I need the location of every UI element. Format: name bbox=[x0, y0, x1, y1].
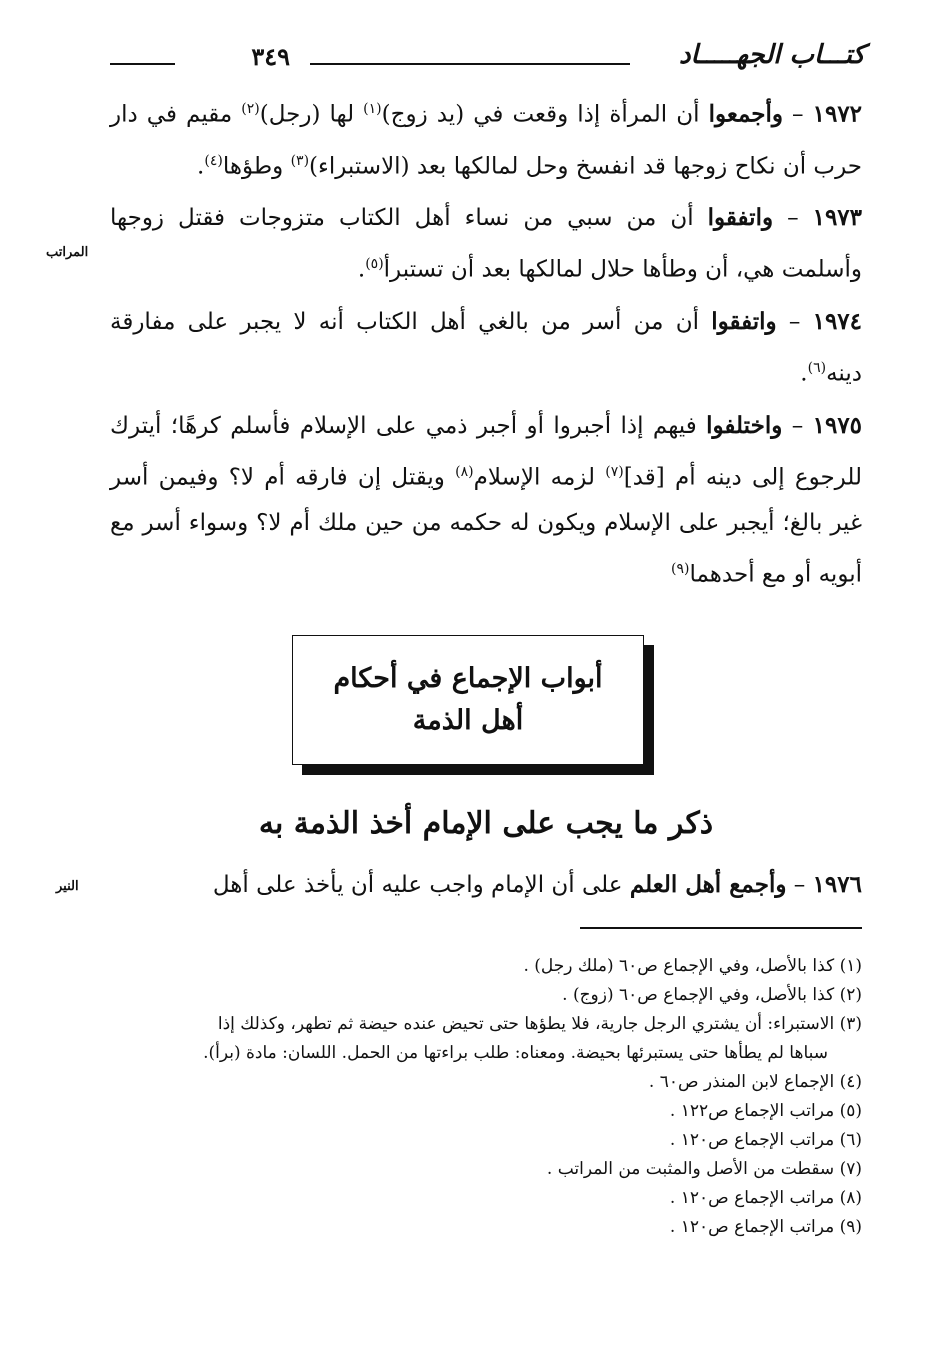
footnote-7: (٧) سقطت من الأصل والمثبت من المراتب . bbox=[546, 1159, 862, 1179]
paragraph-number: ١٩٧٢ bbox=[812, 100, 863, 128]
footnote-8: (٨) مراتب الإجماع ص١٢٠ . bbox=[669, 1188, 862, 1208]
paragraph-text: أن من أسر من بالغي أهل الكتاب أنه لا يجبر على مفارقة دينه bbox=[110, 308, 862, 387]
paragraph-1974: ١٩٧٤ – واتفقوا أن من أسر من بالغي أهل الكتاب أنه لا يجبر على مفارقة دينه$^{(٦)}$. bbox=[110, 307, 863, 387]
page-number: ٣٤٩ bbox=[251, 42, 290, 71]
footnote-separator bbox=[580, 927, 862, 929]
paragraph-keyword: واختلفوا bbox=[706, 411, 783, 439]
footnote-5: (٥) مراتب الإجماع ص١٢٢ . bbox=[669, 1101, 862, 1121]
footnote-ref[interactable]: (٥) bbox=[365, 256, 384, 273]
footnote-2: (٢) كذا بالأصل، وفي الإجماع ص٦٠ (زوج) . bbox=[562, 985, 862, 1005]
footnote-ref[interactable]: (٤) bbox=[204, 152, 223, 169]
paragraph-number: ١٩٧٥ bbox=[812, 411, 863, 439]
book-title: كتـــاب الجهـــــاد bbox=[678, 40, 865, 70]
footnote-6: (٦) مراتب الإجماع ص١٢٠ . bbox=[669, 1130, 862, 1150]
paragraph-keyword: وأجمعوا bbox=[708, 100, 783, 128]
paragraph-text: لزمه الإسلام bbox=[473, 464, 606, 491]
footnote-ref[interactable]: (١) bbox=[363, 101, 382, 117]
paragraph-1972: ١٩٧٢ – وأجمعوا أن المرأة إذا وقعت في (يد زوج)$^{(١)}$ لها (رجل)$^{(٢)}$ مقيم في دار حرب أن نكاح زوجها قد انفسخ وحل لمالكها بعد (الاستبراء)$^{(٣)}$ وطؤها$^{(٤)}$. bbox=[110, 100, 863, 180]
paragraph-text: أن المرأة إذا وقعت في (يد زوج) bbox=[381, 101, 700, 128]
margin-note-nayyir: النير bbox=[56, 879, 79, 894]
footnote-9: (٩) مراتب الإجماع ص١٢٠ . bbox=[669, 1217, 862, 1237]
main-text bbox=[110, 86, 862, 604]
footnote-3-continued: سباها لم يطأها حتى يستبرئها بحيضة. ومعناه: طلب براءتها من الحمل. اللسان: مادة (برأ). bbox=[203, 1043, 828, 1063]
footnote-ref[interactable]: (٨) bbox=[455, 463, 474, 480]
section-heading: ذكر ما يجب على الإمام أخذ الذمة به bbox=[258, 806, 714, 841]
footnote-3: (٣) الاستبراء: أن يشتري الرجل جارية، فلا يطؤها حتى تحيض عنده حيضة ثم تطهر، وكذلك إذا bbox=[217, 1014, 862, 1034]
chapter-title: أبواب الإجماع في أحكام أهل الذمة bbox=[333, 663, 603, 736]
running-header bbox=[110, 40, 865, 80]
header-rule-short bbox=[110, 63, 175, 65]
paragraph-text: لها (رجل) bbox=[259, 101, 364, 128]
header-rule-long bbox=[310, 63, 630, 65]
footnote-ref[interactable]: (٩) bbox=[671, 561, 690, 578]
paragraph-number: ١٩٧٤ bbox=[812, 307, 863, 335]
paragraph-text: مقيم في دار حرب أن نكاح زوجها قد انفسخ وحل لمالكها بعد (الاستبراء) bbox=[110, 101, 862, 180]
paragraph-1975: ١٩٧٥ – واختلفوا فيهم إذا أجبروا أو أجبر ذمي على الإسلام فأسلم كرهًا؛ أيترك للرجوع إلى دينه أم [قد]$^{(٧)}$ لزمه الإسلام$^{(٨)}$ ويقتل إن فارقه أم لا؟ وفيمن أسر غير بالغ؛ أيجبر على الإسلام ويكون له حكمه من حين ملك أم لا؟ وسواء أسر مع أبويه أو مع أحدهما$^{(٩)}$ bbox=[110, 411, 863, 588]
paragraph-number: ١٩٧٣ bbox=[812, 204, 863, 232]
paragraph-text: وطؤها bbox=[222, 153, 291, 180]
footnote-ref[interactable]: (٧) bbox=[605, 463, 624, 480]
footnote-ref[interactable]: (٦) bbox=[807, 359, 827, 376]
paragraph-keyword: واتفقوا bbox=[711, 307, 777, 335]
paragraph-1976: ١٩٧٦ – وأجمع أهل العلم على أن الإمام واجب عليه أن يأخذ على أهل bbox=[212, 871, 862, 898]
paragraph-keyword: وأجمع أهل العلم bbox=[629, 871, 787, 898]
footnote-ref[interactable]: (٣) bbox=[290, 152, 310, 169]
paragraph-text: ويقتل إن فارقه أم لا؟ وفيمن أسر غير بالغ؛ أيجبر على الإسلام ويكون له حكمه من حين ملك أم لا؟ وسواء أسر مع أبويه أو مع أحدهما bbox=[110, 464, 862, 588]
paragraph-text: أن من سبي من نساء أهل الكتاب متزوجات فقتل زوجها وأسلمت هي، أن وطأها حلال لمالكها بعد أن تستبرأ bbox=[110, 205, 862, 283]
footnote-4: (٤) الإجماع لابن المنذر ص٦٠ . bbox=[648, 1072, 862, 1092]
footnote-ref[interactable]: (٢) bbox=[241, 101, 260, 117]
paragraph-number: ١٩٧٦ bbox=[812, 871, 862, 898]
paragraph-text: فيهم إذا أجبروا أو أجبر ذمي على الإسلام فأسلم كرهًا؛ أيترك للرجوع إلى دينه أم [قد] bbox=[110, 412, 862, 491]
footnote-1: (١) كذا بالأصل، وفي الإجماع ص٦٠ (ملك رجل) . bbox=[523, 956, 862, 976]
paragraph-keyword: واتفقوا bbox=[707, 204, 774, 232]
margin-note-maratib: المراتب bbox=[46, 245, 89, 260]
footnotes bbox=[110, 952, 862, 1242]
paragraph-1973: ١٩٧٣ – واتفقوا أن من سبي من نساء أهل الكتاب متزوجات فقتل زوجها وأسلمت هي، أن وطأها حلال لمالكها بعد أن تستبرأ$^{(٥)}$. bbox=[110, 204, 863, 283]
chapter-title-box bbox=[292, 635, 644, 765]
paragraph-text: على أن الإمام واجب عليه أن يأخذ على أهل bbox=[212, 872, 623, 898]
